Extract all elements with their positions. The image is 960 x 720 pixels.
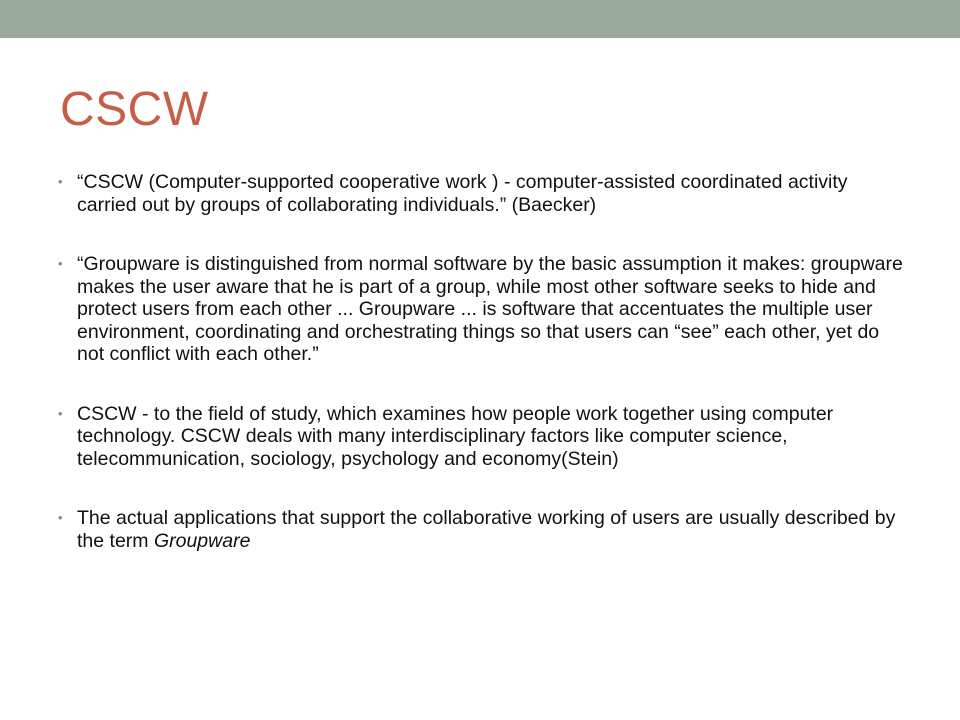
bullet-list xyxy=(58,171,908,552)
slide-title: CSCW xyxy=(60,83,209,136)
bullet-text: CSCW - to the field of study, which examines how people work together using computer technology. CSCW deals with many interdisciplinary factors like computer science, telecommunication, sociology, psychology and economy(Stein) xyxy=(77,402,834,470)
bullet-item-cscw-definition xyxy=(58,171,908,216)
bullet-item-applications xyxy=(58,507,908,552)
bullet-dot-icon: • xyxy=(58,405,63,421)
bullet-dot-icon: • xyxy=(58,174,63,189)
bullet-item-field-of-study xyxy=(58,403,908,471)
bullet-item-groupware-quote xyxy=(58,253,908,366)
bullet-text: “CSCW (Computer-supported cooperative work ) - computer-assisted coordinated activity carried out by groups of collaborating individuals.” (Baecker) xyxy=(77,171,848,216)
groupware-term: Groupware xyxy=(153,529,251,552)
bullet-text: The actual applications that support the collaborative working of users are usually described by the term xyxy=(77,507,896,552)
bullet-dot-icon: • xyxy=(58,256,63,271)
bullet-dot-icon: • xyxy=(58,510,63,525)
bullet-text: “Groupware is distinguished from normal software by the basic assumption it makes: groupware makes the user aware that he is part of a group, while most other software seeks to hide and protect users from each other ... Groupware ... is software that accentuates the multiple user environment, coordinating and orchestrating things so that users can “see” each other, yet do not conflict with each other.” xyxy=(77,253,903,365)
top-accent-bar xyxy=(0,0,960,38)
